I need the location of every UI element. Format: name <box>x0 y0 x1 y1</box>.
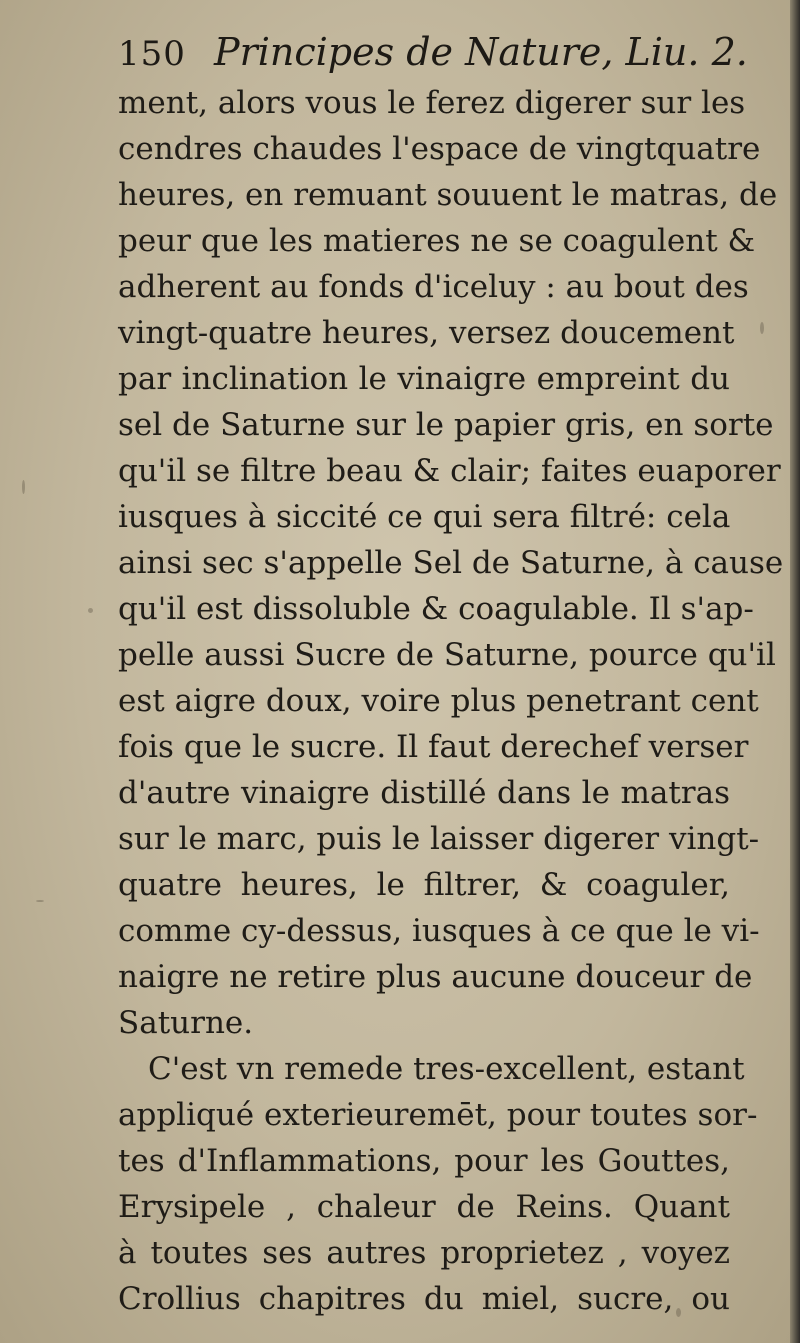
text-line: comme cy-dessus, iusques à ce que le vi- <box>118 913 760 949</box>
running-title: Principes de Nature, Liu. 2. <box>214 30 748 74</box>
text-line: fois que le sucre. Il faut derechef verser <box>118 729 749 765</box>
paragraph-start-line: C'est vn remede tres-excellent, estant <box>148 1051 745 1087</box>
page-number: 150 <box>118 34 186 74</box>
text-line: qu'il est dissoluble & coagulable. Il s'ap- <box>118 591 754 627</box>
text-line: d'autre vinaigre distillé dans le matras <box>118 775 730 811</box>
text-line: est aigre doux, voire plus penetrant cent <box>118 683 759 719</box>
text-line: tes d'Inflammations, pour les Gouttes, <box>118 1143 730 1179</box>
text-line: par inclination le vinaigre empreint du <box>118 361 730 397</box>
page-edge-shadow <box>790 0 800 1343</box>
paper-speck <box>88 608 93 613</box>
text-line: pelle aussi Sucre de Saturne, pource qu'il <box>118 637 776 673</box>
paragraph-end-line: Saturne. <box>118 1005 254 1041</box>
text-line: Crollius chapitres du miel, sucre, ou <box>118 1281 730 1317</box>
text-line: heures, en remuant souuent le matras, de <box>118 177 778 213</box>
paper-speck <box>760 322 764 334</box>
text-line: peur que les matieres ne se coagulent & <box>118 223 756 259</box>
text-line: cendres chaudes l'espace de vingtquatre <box>118 131 761 167</box>
text-line: adherent au fonds d'iceluy : au bout des <box>118 269 749 305</box>
text-line: sur le marc, puis le laisser digerer vingt- <box>118 821 760 857</box>
text-line: quatre heures, le filtrer, & coaguler, <box>118 867 730 903</box>
text-line: iusques à siccité ce qui sera filtré: cela <box>118 499 731 535</box>
text-line: naigre ne retire plus aucune douceur de <box>118 959 753 995</box>
text-line: vingt-quatre heures, versez doucement <box>118 315 735 351</box>
text-line: Erysipele , chaleur de Reins. Quant <box>118 1189 730 1225</box>
paper-speck <box>36 900 44 902</box>
text-line: ainsi sec s'appelle Sel de Saturne, à cause <box>118 545 784 581</box>
text-line: qu'il se filtre beau & clair; faites euaporer <box>118 453 781 489</box>
paper-speck <box>676 1308 681 1317</box>
text-line: sel de Saturne sur le papier gris, en sorte <box>118 407 774 443</box>
text-line: à toutes ses autres proprietez , voyez <box>118 1235 730 1271</box>
text-line: appliqué exterieuremēt, pour toutes sor- <box>118 1097 758 1133</box>
page-header <box>118 26 748 82</box>
text-line: ment, alors vous le ferez digerer sur les <box>118 85 746 121</box>
body-text <box>118 80 784 1322</box>
paper-speck <box>22 480 25 494</box>
